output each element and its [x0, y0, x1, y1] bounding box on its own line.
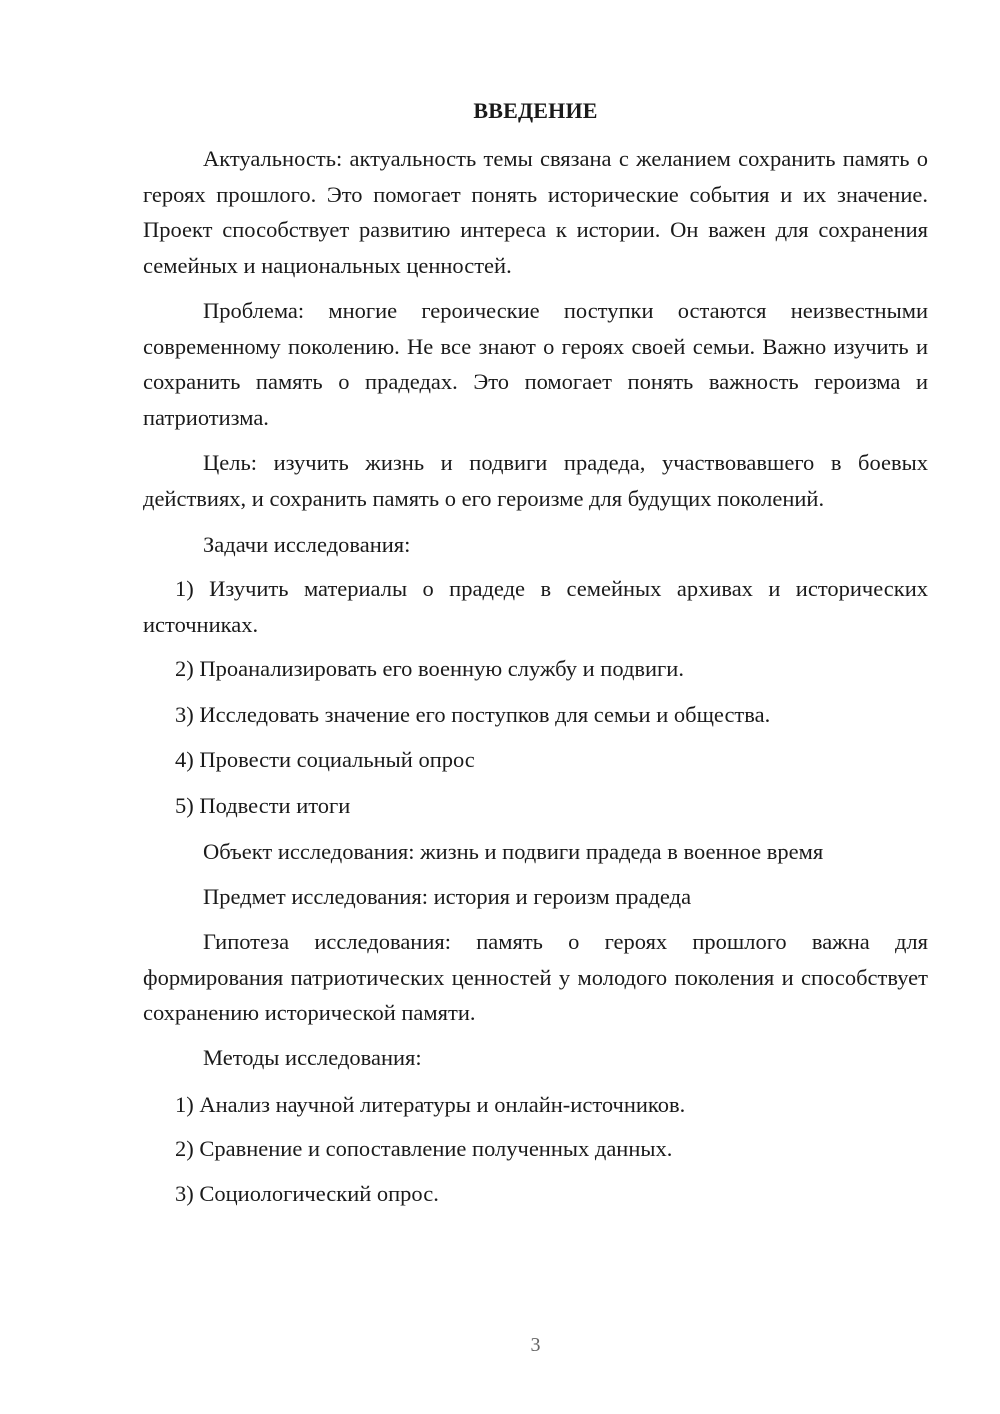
method-item-1: 1) Анализ научной литературы и онлайн-источников.	[175, 1092, 686, 1117]
task-item-2: 2) Проанализировать его военную службу и подвиги.	[175, 656, 684, 681]
task-item-3: 3) Исследовать значение его поступков для семьи и общества.	[175, 702, 771, 727]
methods-heading: Методы исследования:	[203, 1045, 422, 1070]
problem-paragraph: Проблема: многие героические поступки остаются неизвестными современному поколению. Не все знают о героях своей семьи. Важно изучить и сохранить память о прадедах. Это помогает понять важность героизма и патриотизма.	[143, 298, 928, 430]
task-item-1: 1) Изучить материалы о прадеде в семейных архивах и исторических источниках.	[143, 576, 928, 637]
section-title: ВВЕДЕНИЕ	[473, 98, 598, 123]
task-item-4: 4) Провести социальный опрос	[175, 747, 475, 772]
hypothesis-paragraph: Гипотеза исследования: память о героях прошлого важна для формирования патриотических ценностей у молодого поколения и способствует сохранению исторической памяти.	[143, 929, 928, 1025]
relevance-paragraph: Актуальность: актуальность темы связана с желанием сохранить память о героях прошлого. Это помогает понять исторические события и их значение. Проект способствует развитию интереса к истории. Он важен для сохранения семейных и национальных ценностей.	[143, 146, 928, 278]
task-item-5: 5) Подвести итоги	[175, 793, 351, 818]
document-page	[143, 0, 928, 1414]
subject-paragraph: Предмет исследования: история и героизм прадеда	[203, 884, 692, 909]
object-paragraph: Объект исследования: жизнь и подвиги прадеда в военное время	[203, 839, 824, 864]
tasks-heading: Задачи исследования:	[203, 532, 411, 557]
page-number: 3	[530, 1334, 541, 1356]
method-item-2: 2) Сравнение и сопоставление полученных данных.	[175, 1136, 673, 1161]
goal-paragraph: Цель: изучить жизнь и подвиги прадеда, участвовавшего в боевых действиях, и сохранить память о его героизме для будущих поколений.	[143, 450, 928, 511]
method-item-3: 3) Социологический опрос.	[175, 1181, 439, 1206]
